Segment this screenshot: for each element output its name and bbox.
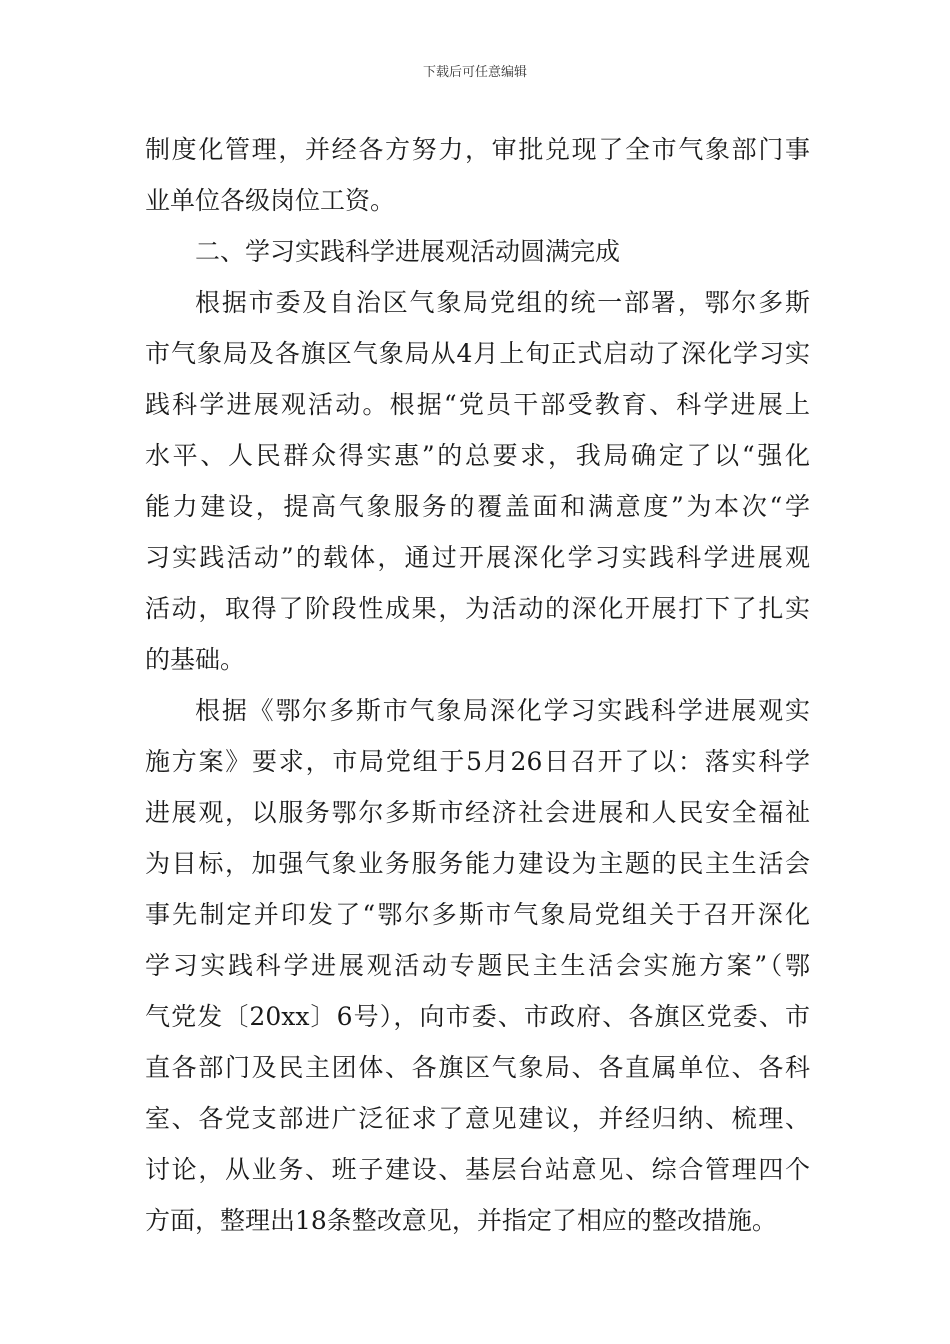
text-line: 践科学进展观活动。根据“党员干部受教育、科学进展上: [145, 390, 810, 419]
text-line: 习实践活动”的载体，通过开展深化学习实践科学进展观: [145, 543, 810, 572]
text-line: 市气象局及各旗区气象局从4月上旬正式启动了深化学习实: [145, 339, 810, 368]
text-line: 为目标，加强气象业务服务能力建设为主题的民主生活会: [145, 849, 810, 878]
text-line: 施方案》要求，市局党组于5月26日召开了以：落实科学: [145, 747, 810, 776]
text-line: 二、学习实践科学进展观活动圆满完成: [195, 237, 621, 266]
text-line: 制度化管理，并经各方努力，审批兑现了全市气象部门事: [145, 135, 810, 164]
page-header: 下载后可任意编辑: [422, 65, 527, 80]
text-line: 方面，整理出18条整改意见，并指定了相应的整改措施。: [145, 1206, 777, 1235]
text-line: 根据《鄂尔多斯市气象局深化学习实践科学进展观实: [195, 696, 810, 725]
text-line: 的基础。: [145, 645, 246, 674]
text-line: 室、各党支部进广泛征求了意见建议，并经归纳、梳理、: [145, 1104, 810, 1133]
text-line: 活动，取得了阶段性成果，为活动的深化开展打下了扎实: [145, 594, 810, 623]
text-line: 能力建设，提高气象服务的覆盖面和满意度”为本次“学: [145, 492, 810, 521]
text-line: 直各部门及民主团体、各旗区气象局、各直属单位、各科: [145, 1053, 810, 1082]
text-line: 进展观，以服务鄂尔多斯市经济社会进展和人民安全福祉: [145, 798, 810, 827]
text-line: 事先制定并印发了“鄂尔多斯市气象局党组关于召开深化: [145, 900, 810, 929]
text-line: 气党发〔20xx〕6号），向市委、市政府、各旗区党委、市: [145, 1002, 810, 1031]
text-line: 根据市委及自治区气象局党组的统一部署，鄂尔多斯: [195, 288, 810, 317]
text-line: 水平、人民群众得实惠”的总要求，我局确定了以“强化: [145, 441, 810, 470]
document-body: [145, 124, 810, 1246]
text-line: 学习实践科学进展观活动专题民主生活会实施方案”（鄂: [145, 951, 810, 980]
text-line: 讨论，从业务、班子建设、基层台站意见、综合管理四个: [145, 1155, 810, 1184]
text-line: 业单位各级岗位工资。: [145, 186, 396, 215]
